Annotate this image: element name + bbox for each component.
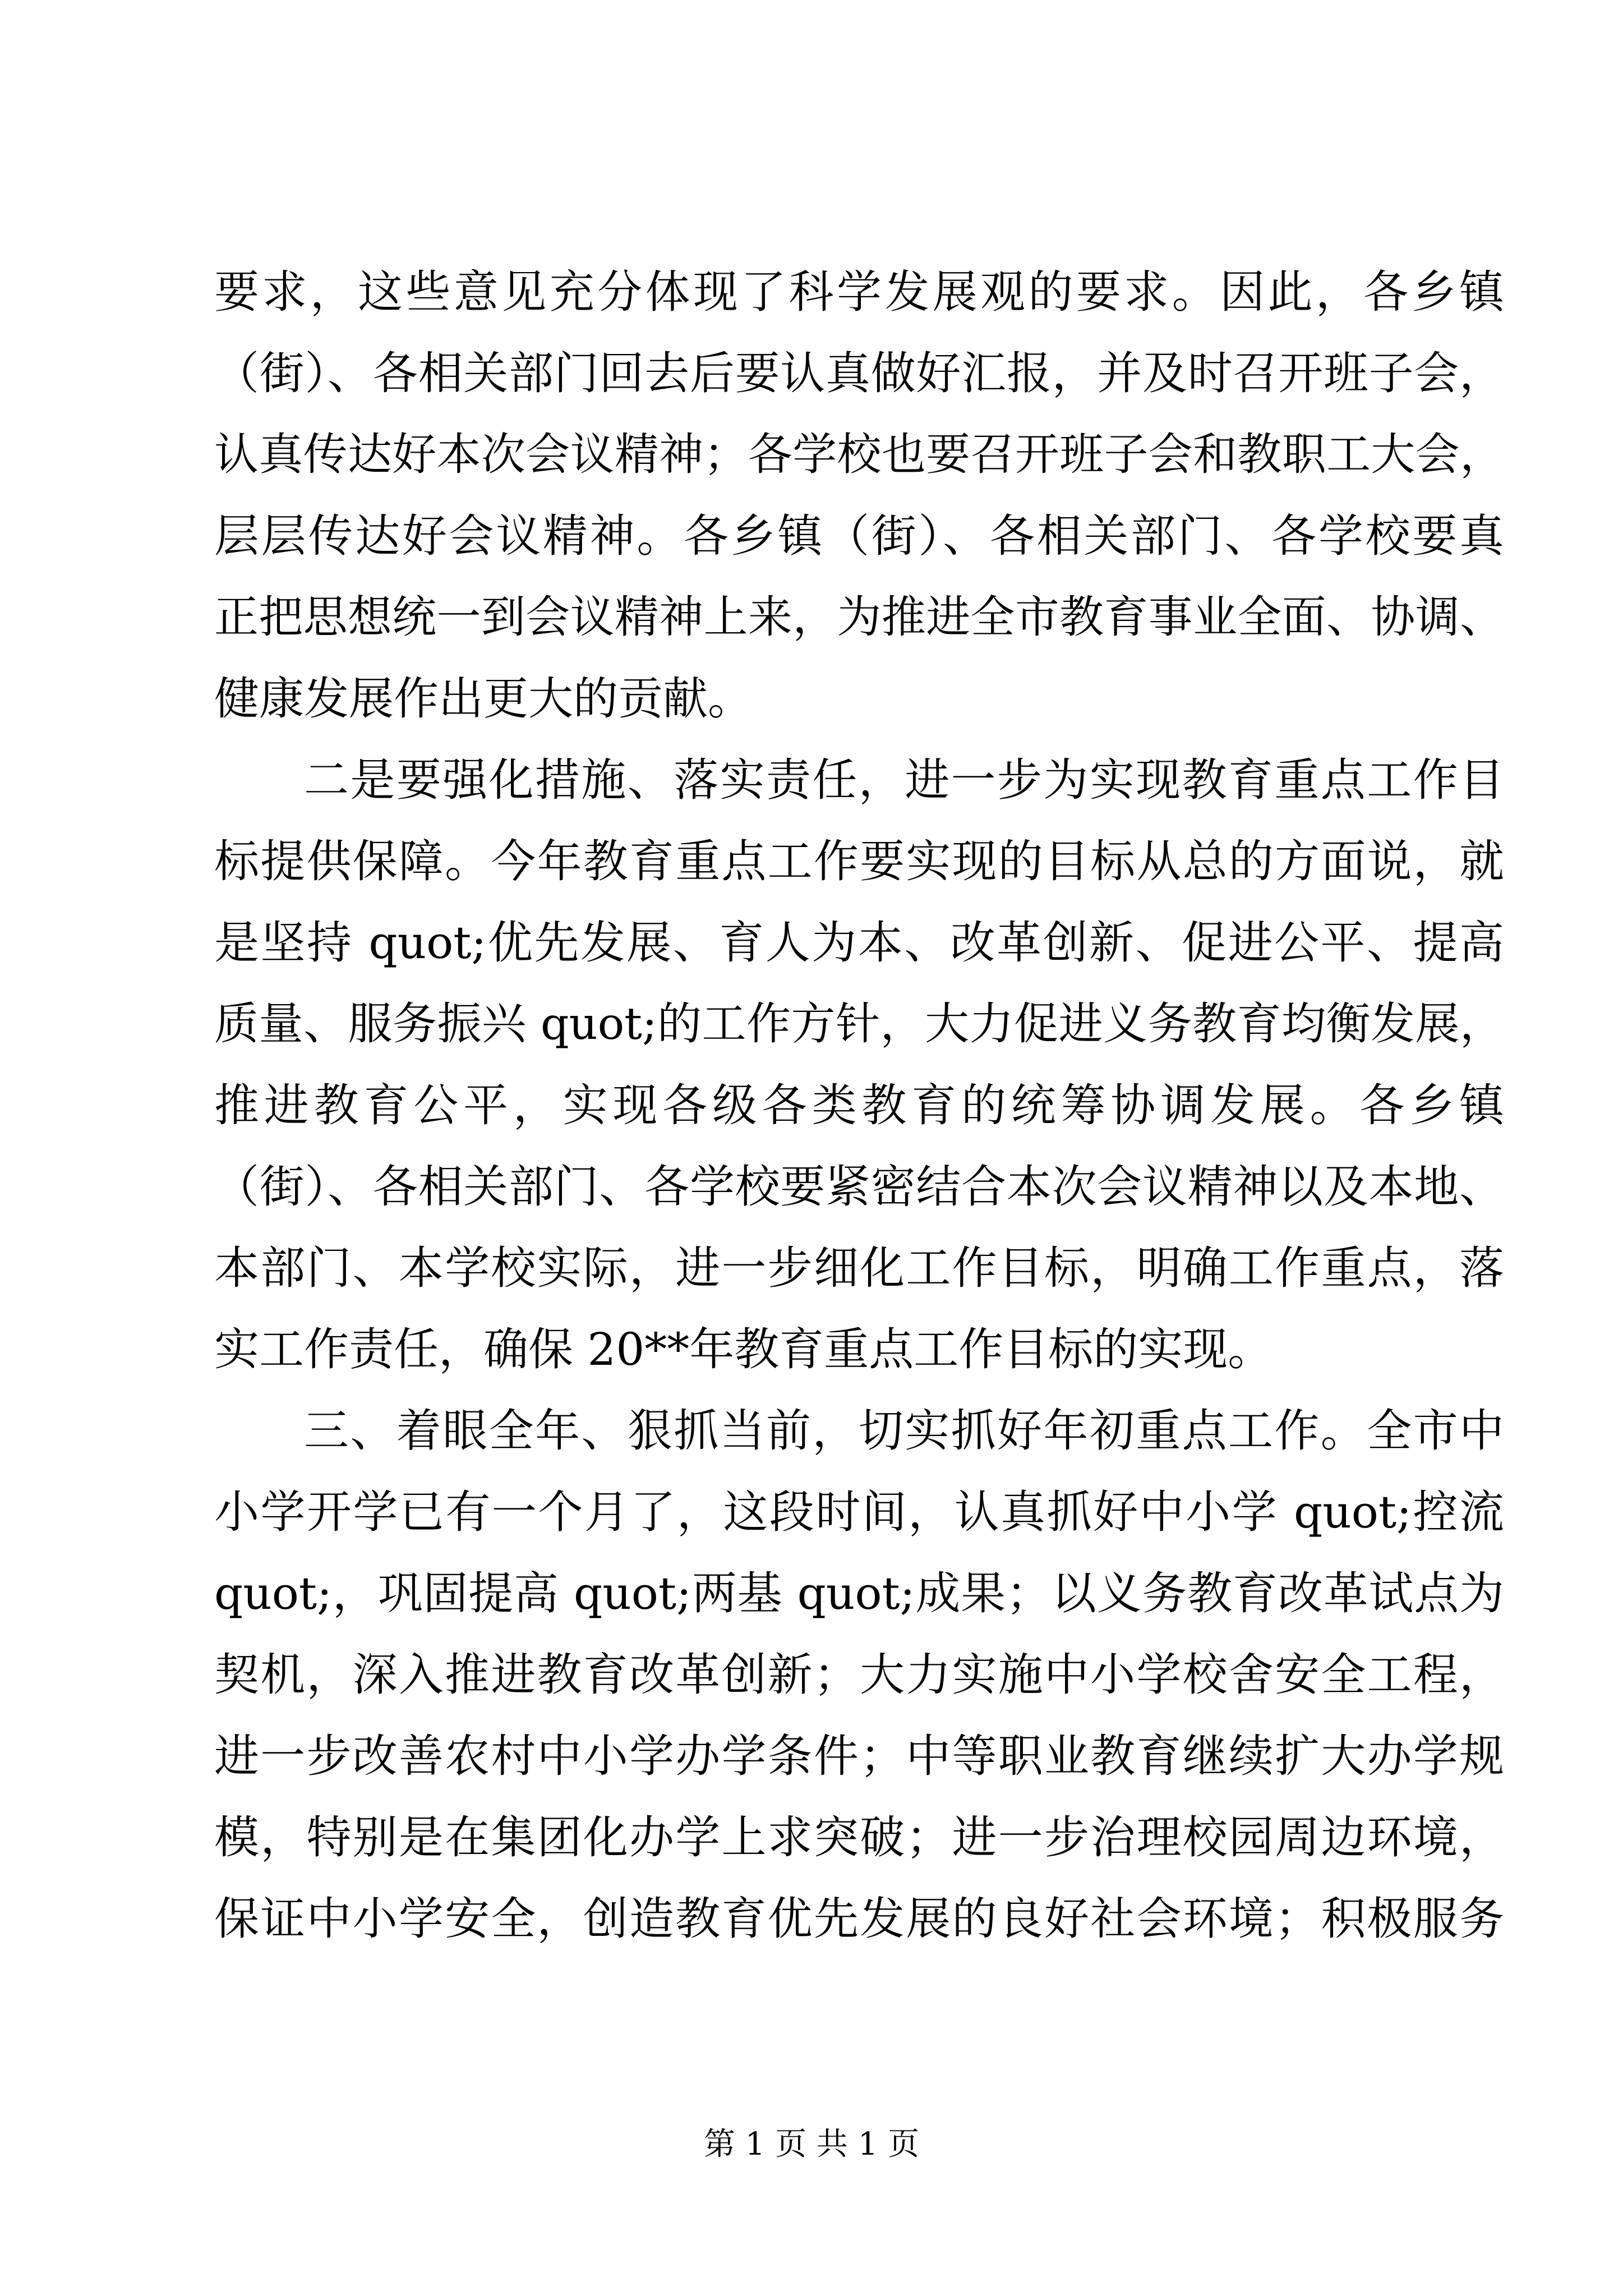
text-line: 推进教育公平，实现各级各类教育的统筹协调发展。各乡镇 — [214, 1079, 1504, 1131]
text-line: （街）、各相关部门回去后要认真做好汇报，并及时召开班子会， — [214, 347, 1504, 399]
text-line: 认真传达好本次会议精神；各学校也要召开班子会和教职工大会， — [214, 429, 1504, 480]
text-line: 标提供保障。今年教育重点工作要实现的目标从总的方面说，就 — [214, 835, 1504, 887]
page-footer: 第 1 页 共 1 页 — [703, 2126, 920, 2162]
text-line: 小学开学已有一个月了，这段时间，认真抓好中小学 quot;控流 — [214, 1486, 1504, 1538]
text-line: 模，特别是在集团化办学上求突破；进一步治理校园周边环境， — [214, 1811, 1504, 1864]
text-line: 实工作责任，确保 20**年教育重点工作目标的实现。 — [214, 1323, 1273, 1375]
text-line: 质量、服务振兴 quot;的工作方针，大力促进义务教育均衡发展， — [214, 998, 1504, 1050]
text-line: quot;，巩固提高 quot;两基 quot;成果；以义务教育改革试点为 — [214, 1567, 1504, 1619]
text-line: 层层传达好会议精神。各乡镇（街）、各相关部门、各学校要真 — [214, 510, 1504, 562]
text-line: 本部门、本学校实际，进一步细化工作目标，明确工作重点，落 — [214, 1242, 1504, 1294]
text-line: 正把思想统一到会议精神上来，为推进全市教育事业全面、协调、 — [214, 591, 1504, 643]
text-line: 契机，深入推进教育改革创新；大力实施中小学校舍安全工程， — [214, 1649, 1504, 1701]
text-line: 保证中小学安全，创造教育优先发展的良好社会环境；积极服务 — [214, 1893, 1504, 1945]
text-line: 三、着眼全年、狠抓当前，切实抓好年初重点工作。全市中 — [304, 1405, 1504, 1457]
text-line: 进一步改善农村中小学办学条件；中等职业教育继续扩大办学规 — [214, 1730, 1504, 1782]
text-line: 二是要强化措施、落实责任，进一步为实现教育重点工作目 — [304, 754, 1504, 806]
text-line: 要求，这些意见充分体现了科学发展观的要求。因此，各乡镇 — [214, 266, 1504, 318]
text-line: 是坚持 quot;优先发展、育人为本、改革创新、促进公平、提高 — [214, 917, 1504, 969]
body-text — [214, 251, 1504, 1959]
text-line: （街）、各相关部门、各学校要紧密结合本次会议精神以及本地、 — [214, 1161, 1504, 1213]
text-line: 健康发展作出更大的贡献。 — [214, 673, 753, 725]
